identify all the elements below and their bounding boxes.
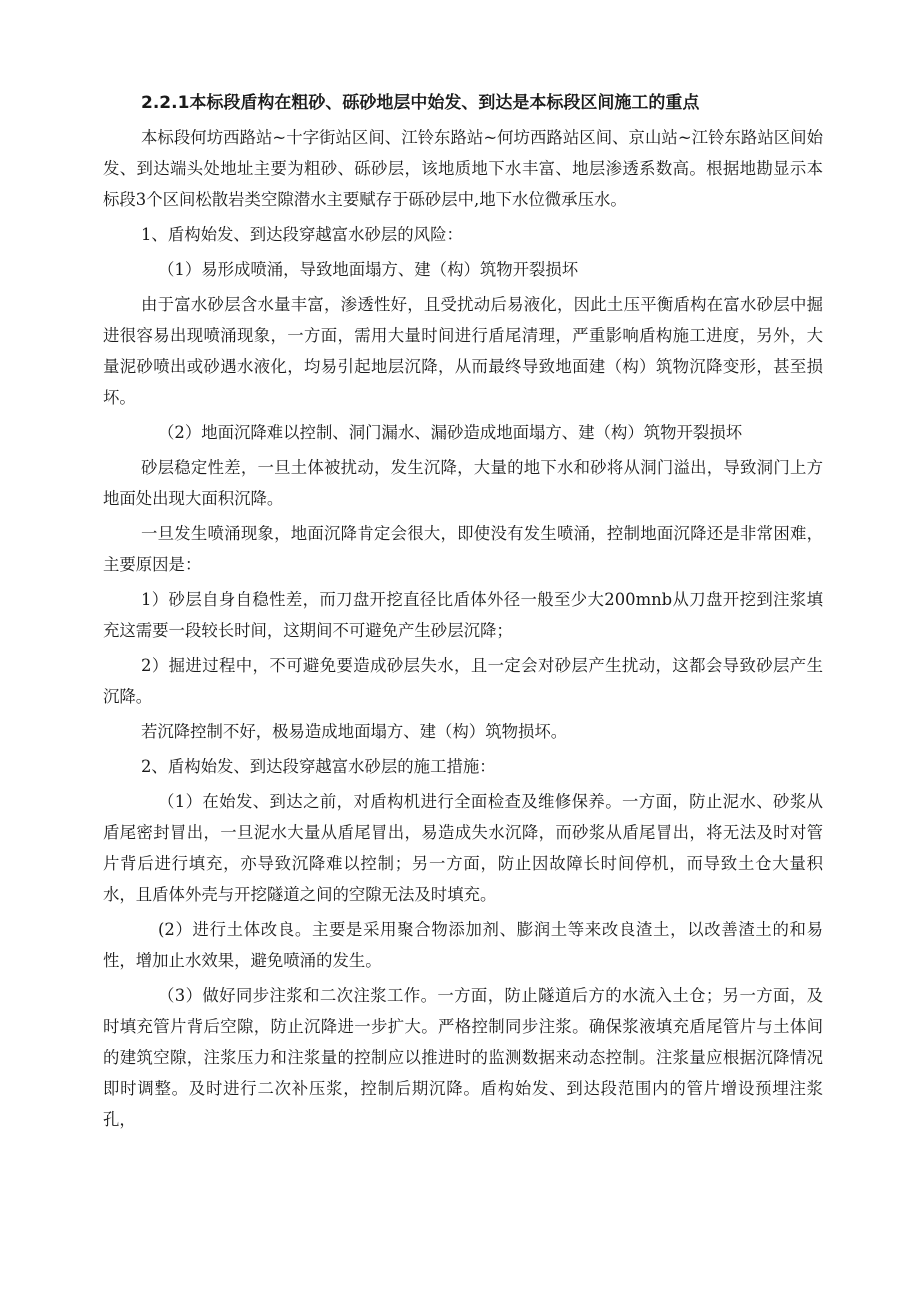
paragraph-reason-2: 2）掘进过程中，不可避免要造成砂层失水，且一定会对砂层产生扰动，这都会导致砂层产生沉降。 bbox=[103, 656, 823, 706]
paragraph-measure-3: （3）做好同步注浆和二次注浆工作。一方面，防止隧道后方的水流入土仓；另一方面，及时填充管片背后空隙，防止沉降进一步扩大。严格控制同步注浆。确保浆液填充盾尾管片与土体间的建筑空隙，注浆压力和注浆量的控制应以推进时的监测数据来动态控制。注浆量应根据沉降情况即时调整。及时进行二次补压浆，控制后期沉降。盾构始发、到达段范围内的管片增设预埋注浆孔， bbox=[103, 986, 823, 1129]
document-body bbox=[103, 88, 823, 1139]
paragraph-risk-2-body: 砂层稳定性差，一旦土体被扰动，发生沉降，大量的地下水和砂将从洞门溢出，导致洞门上方地面处出现大面积沉降。 bbox=[103, 458, 823, 508]
paragraph-risk-1-title: （1）易形成喷涌，导致地面塌方、建（构）筑物开裂损坏 bbox=[158, 260, 579, 279]
section-heading: 2.2.1本标段盾构在粗砂、砾砂地层中始发、到达是本标段区间施工的重点 bbox=[141, 93, 700, 113]
paragraph-measures-title: 2、盾构始发、到达段穿越富水砂层的施工措施： bbox=[141, 757, 496, 776]
paragraph-reason-1: 1）砂层自身自稳性差，而刀盘开挖直径比盾体外径一般至少大200mnb从刀盘开挖到注浆填充这需要一段较长时间，这期间不可避免产生砂层沉降； bbox=[103, 590, 823, 640]
paragraph-risk-1-body: 由于富水砂层含水量丰富，渗透性好，且受扰动后易液化，因此土压平衡盾构在富水砂层中掘进很容易出现喷涌现象，一方面，需用大量时间进行盾尾清理，严重影响盾构施工进度，另外，大量泥砂喷出或砂遇水液化，均易引起地层沉降，从而最终导致地面建（构）筑物沉降变形，甚至损坏。 bbox=[103, 295, 823, 407]
paragraph-measure-1: （1）在始发、到达之前，对盾构机进行全面检查及维修保养。一方面，防止泥水、砂浆从盾尾密封冒出，一旦泥水大量从盾尾冒出，易造成失水沉降，而砂浆从盾尾冒出，将无法及时对管片背后进行填充，亦导致沉降难以控制；另一方面，防止因故障长时间停机，而导致土仓大量积水，且盾体外壳与开挖隧道之间的空隙无法及时填充。 bbox=[103, 792, 823, 904]
paragraph-measure-2: (2）进行土体改良。主要是采用聚合物添加剂、膨润土等来改良渣土，以改善渣土的和易性，增加止水效果，避免喷涌的发生。 bbox=[103, 920, 823, 970]
paragraph-settlement-consequence: 若沉降控制不好，极易造成地面塌方、建（构）筑物损坏。 bbox=[141, 722, 568, 741]
paragraph-risk-2-title: （2）地面沉降难以控制、洞门漏水、漏砂造成地面塌方、建（构）筑物开裂损坏 bbox=[158, 423, 743, 442]
paragraph-settlement-reason: 一旦发生喷涌现象，地面沉降肯定会很大，即使没有发生喷涌，控制地面沉降还是非常困难，主要原因是： bbox=[103, 524, 823, 574]
paragraph-risk-title: 1、盾构始发、到达段穿越富水砂层的风险： bbox=[141, 225, 463, 244]
paragraph-intro: 本标段何坊西路站~十字街站区间、江铃东路站~何坊西路站区间、京山站~江铃东路站区间始发、到达端头处地址主要为粗砂、砾砂层，该地质地下水丰富、地层渗透系数高。根据地勘显示本标段3个区间松散岩类空隙潜水主要赋存于砾砂层中,地下水位微承压水。 bbox=[103, 128, 823, 209]
